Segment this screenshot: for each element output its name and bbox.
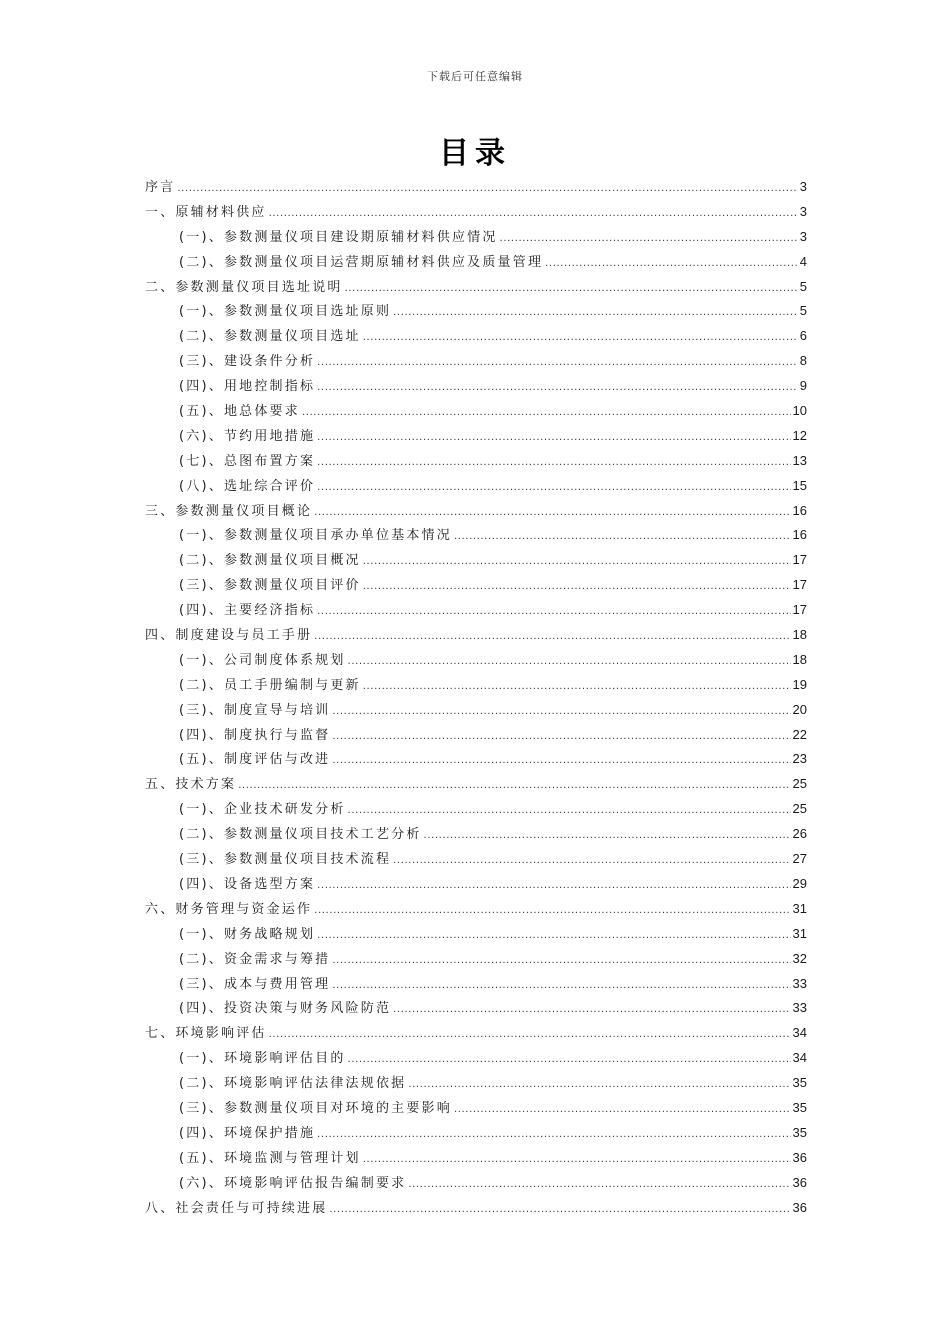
toc-entry[interactable] <box>145 424 807 449</box>
toc-entry-title: 八、社会责任与可持续进展 <box>145 1200 328 1216</box>
toc-dot-leader <box>314 624 790 650</box>
toc-entry-title: 三、参数测量仪项目概论 <box>145 503 313 519</box>
toc-page-number: 25 <box>792 801 807 817</box>
toc-entry-title: (六)、环境影响评估报告编制要求 <box>179 1175 407 1191</box>
toc-page-number: 16 <box>792 502 807 518</box>
toc-entry[interactable] <box>145 175 807 200</box>
toc-entry[interactable] <box>145 1171 807 1196</box>
toc-entry-title: (二)、参数测量仪项目概况 <box>179 553 361 569</box>
toc-entry[interactable] <box>145 872 807 897</box>
toc-entry-title: (一)、参数测量仪项目建设期原辅材料供应情况 <box>179 229 498 245</box>
toc-dot-leader <box>345 276 798 302</box>
toc-entry[interactable] <box>145 1071 807 1096</box>
toc-page-number: 17 <box>792 552 807 568</box>
toc-dot-leader <box>348 649 791 675</box>
toc-entry-title: (一)、参数测量仪项目选址原则 <box>179 304 392 320</box>
toc-page-number: 3 <box>799 203 807 219</box>
toc-page-number: 3 <box>799 228 807 244</box>
toc-dot-leader <box>424 823 791 849</box>
toc-entry[interactable] <box>145 324 807 349</box>
toc-page-number: 26 <box>792 826 807 842</box>
page-title: 目录 <box>439 136 511 171</box>
toc-dot-leader <box>393 997 790 1023</box>
toc-entry-title: (二)、员工手册编制与更新 <box>179 677 361 693</box>
toc-dot-leader <box>393 848 790 874</box>
toc-entry-title: (七)、总图布置方案 <box>179 453 316 469</box>
table-of-contents <box>145 175 807 1220</box>
toc-page-number: 33 <box>792 975 807 991</box>
toc-dot-leader <box>332 973 790 999</box>
toc-page-number: 34 <box>792 1050 807 1066</box>
toc-dot-leader <box>317 923 790 949</box>
toc-page-number: 4 <box>799 253 807 269</box>
toc-entry-title: (二)、资金需求与筹措 <box>179 951 331 967</box>
toc-page-number: 19 <box>792 676 807 692</box>
toc-entry-title: (四)、制度执行与监督 <box>179 727 331 743</box>
toc-entry[interactable] <box>145 523 807 548</box>
toc-entry-title: 七、环境影响评估 <box>145 1026 267 1042</box>
toc-dot-leader <box>317 599 790 625</box>
toc-entry-title: (四)、用地控制指标 <box>179 379 316 395</box>
toc-entry-title: (三)、参数测量仪项目对环境的主要影响 <box>179 1100 452 1116</box>
toc-entry[interactable] <box>145 275 807 300</box>
toc-entry-title: (八)、选址综合评价 <box>179 478 316 494</box>
toc-page-number: 22 <box>792 726 807 742</box>
toc-entry-title: 二、参数测量仪项目选址说明 <box>145 279 343 295</box>
toc-entry[interactable] <box>145 474 807 499</box>
toc-dot-leader <box>332 724 790 750</box>
toc-entry-title: (一)、公司制度体系规划 <box>179 652 346 668</box>
toc-page-number: 31 <box>792 925 807 941</box>
toc-page-number: 17 <box>792 602 807 618</box>
toc-entry[interactable] <box>145 573 807 598</box>
toc-entry[interactable] <box>145 225 807 250</box>
toc-entry-title: (四)、环境保护措施 <box>179 1125 316 1141</box>
toc-dot-leader <box>363 549 791 575</box>
toc-page-number: 12 <box>792 427 807 443</box>
toc-entry-title: (六)、节约用地措施 <box>179 428 316 444</box>
toc-entry[interactable] <box>145 200 807 225</box>
toc-dot-leader <box>454 524 791 550</box>
toc-dot-leader <box>348 1047 791 1073</box>
toc-entry-title: (一)、参数测量仪项目承办单位基本情况 <box>179 528 452 544</box>
toc-entry[interactable] <box>145 897 807 922</box>
toc-page-number: 32 <box>792 950 807 966</box>
toc-entry-title: (五)、制度评估与改进 <box>179 752 331 768</box>
toc-entry[interactable] <box>145 972 807 997</box>
toc-entry[interactable] <box>145 374 807 399</box>
toc-entry[interactable] <box>145 698 807 723</box>
toc-dot-leader <box>363 1147 791 1173</box>
toc-page-number: 31 <box>792 900 807 916</box>
toc-dot-leader <box>317 1122 790 1148</box>
toc-dot-leader <box>314 898 790 924</box>
toc-dot-leader <box>348 798 791 824</box>
toc-entry-title: (二)、参数测量仪项目选址 <box>179 329 361 345</box>
toc-dot-leader <box>332 948 790 974</box>
toc-dot-leader <box>317 350 798 376</box>
toc-entry-title: (三)、参数测量仪项目技术流程 <box>179 852 392 868</box>
toc-entry-title: (三)、建设条件分析 <box>179 354 316 370</box>
toc-page-number: 3 <box>799 179 807 194</box>
toc-entry[interactable] <box>145 1196 807 1221</box>
toc-page-number: 27 <box>792 851 807 867</box>
toc-entry-title: (二)、参数测量仪项目技术工艺分析 <box>179 827 422 843</box>
toc-entry-title: 五、技术方案 <box>145 777 237 793</box>
toc-dot-leader <box>317 873 790 899</box>
toc-dot-leader <box>363 674 791 700</box>
toc-dot-leader <box>393 300 798 326</box>
toc-entry-title: (二)、环境影响评估法律法规依据 <box>179 1076 407 1092</box>
toc-entry[interactable] <box>145 399 807 424</box>
toc-page-number: 25 <box>792 776 807 792</box>
toc-entry-title: 序言 <box>145 180 176 195</box>
toc-dot-leader <box>269 201 798 227</box>
toc-entry-title: (三)、制度宣导与培训 <box>179 702 331 718</box>
toc-entry-title: (二)、参数测量仪项目运营期原辅材料供应及质量管理 <box>179 254 544 270</box>
toc-dot-leader <box>314 500 790 526</box>
toc-dot-leader <box>500 226 798 252</box>
toc-page-number: 16 <box>792 527 807 543</box>
toc-entry-title: (一)、环境影响评估目的 <box>179 1051 346 1067</box>
toc-entry[interactable] <box>145 1146 807 1171</box>
toc-entry-title: (四)、主要经济指标 <box>179 603 316 619</box>
toc-dot-leader <box>408 1072 790 1098</box>
toc-entry[interactable] <box>145 723 807 748</box>
toc-entry[interactable] <box>145 598 807 623</box>
header-note: 下载后可任意编辑 <box>427 70 523 83</box>
toc-page-number: 36 <box>792 1174 807 1190</box>
toc-entry-title: 一、原辅材料供应 <box>145 204 267 220</box>
toc-page-number: 20 <box>792 701 807 717</box>
toc-dot-leader <box>317 425 790 451</box>
toc-page-number: 35 <box>792 1075 807 1091</box>
toc-entry-title: (四)、投资决策与财务风险防范 <box>179 1001 392 1017</box>
toc-page-number: 13 <box>792 452 807 468</box>
toc-page-number: 33 <box>792 1000 807 1016</box>
toc-entry[interactable] <box>145 1121 807 1146</box>
toc-entry[interactable] <box>145 499 807 524</box>
toc-entry[interactable] <box>145 747 807 772</box>
toc-entry-title: (五)、地总体要求 <box>179 404 300 420</box>
toc-entry[interactable] <box>145 673 807 698</box>
toc-dot-leader <box>269 1022 791 1048</box>
toc-dot-leader <box>317 475 790 501</box>
toc-entry[interactable] <box>145 623 807 648</box>
toc-entry[interactable] <box>145 797 807 822</box>
toc-page-number: 36 <box>792 1149 807 1165</box>
toc-page-number: 23 <box>792 751 807 767</box>
toc-dot-leader <box>317 375 798 401</box>
toc-entry-title: (四)、设备选型方案 <box>179 876 316 892</box>
toc-entry[interactable] <box>145 822 807 847</box>
toc-page-number: 9 <box>799 378 807 394</box>
toc-page-number: 36 <box>792 1199 807 1215</box>
toc-entry[interactable] <box>145 996 807 1021</box>
toc-page-number: 17 <box>792 577 807 593</box>
toc-entry[interactable] <box>145 1046 807 1071</box>
toc-entry[interactable] <box>145 922 807 947</box>
toc-page-number: 18 <box>792 651 807 667</box>
toc-page-number: 5 <box>799 278 807 294</box>
toc-dot-leader <box>454 1097 791 1123</box>
toc-entry[interactable] <box>145 1096 807 1121</box>
toc-dot-leader <box>545 251 798 277</box>
toc-dot-leader <box>177 176 797 202</box>
toc-dot-leader <box>302 400 791 426</box>
toc-entry[interactable] <box>145 847 807 872</box>
toc-dot-leader <box>363 325 798 351</box>
toc-dot-leader <box>332 699 790 725</box>
toc-entry[interactable] <box>145 548 807 573</box>
toc-entry[interactable] <box>145 1021 807 1046</box>
toc-entry-title: (五)、环境监测与管理计划 <box>179 1150 361 1166</box>
toc-page-number: 8 <box>799 353 807 369</box>
toc-page-number: 10 <box>792 403 807 419</box>
toc-dot-leader <box>238 773 790 799</box>
toc-entry[interactable] <box>145 299 807 324</box>
toc-entry-title: (三)、成本与费用管理 <box>179 976 331 992</box>
toc-entry[interactable] <box>145 772 807 797</box>
toc-entry[interactable] <box>145 349 807 374</box>
toc-page-number: 29 <box>792 875 807 891</box>
toc-page-number: 6 <box>799 328 807 344</box>
toc-entry-title: 四、制度建设与员工手册 <box>145 628 313 644</box>
toc-dot-leader <box>408 1172 790 1198</box>
toc-entry[interactable] <box>145 648 807 673</box>
toc-page-number: 35 <box>792 1099 807 1115</box>
toc-page-number: 35 <box>792 1124 807 1140</box>
toc-entry-title: (一)、企业技术研发分析 <box>179 802 346 818</box>
toc-entry-title: (一)、财务战略规划 <box>179 926 316 942</box>
toc-dot-leader <box>329 1197 790 1223</box>
toc-entry[interactable] <box>145 947 807 972</box>
toc-dot-leader <box>332 748 790 774</box>
toc-entry[interactable] <box>145 250 807 275</box>
toc-page-number: 5 <box>799 303 807 319</box>
toc-page-number: 34 <box>792 1025 807 1041</box>
toc-dot-leader <box>363 574 791 600</box>
toc-page-number: 18 <box>792 627 807 643</box>
toc-entry-title: (三)、参数测量仪项目评价 <box>179 578 361 594</box>
toc-page-number: 15 <box>792 477 807 493</box>
toc-entry[interactable] <box>145 449 807 474</box>
toc-dot-leader <box>317 450 790 476</box>
toc-entry-title: 六、财务管理与资金运作 <box>145 901 313 917</box>
